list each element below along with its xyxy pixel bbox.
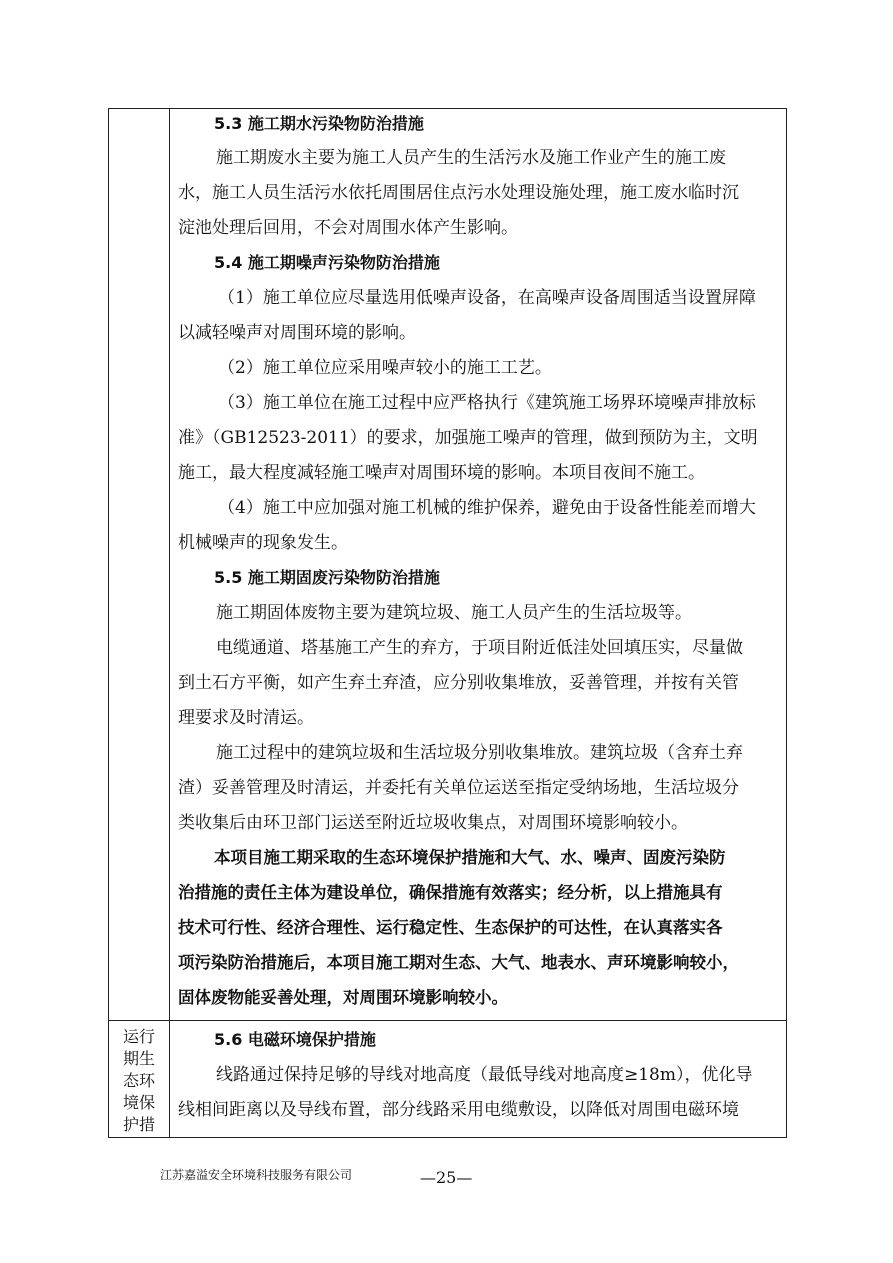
paragraph-line: （3）施工单位在施工过程中应严格执行《建筑施工场界环境噪声排放标 [218, 393, 756, 413]
page-number: —25— [420, 1168, 473, 1187]
summary-line: 治措施的责任主体为建设单位，确保措施有效落实；经分析，以上措施具有 [178, 883, 723, 902]
section-heading-5-6: 5.6 电磁环境保护措施 [214, 1030, 376, 1049]
paragraph-line: 施工期固体废物主要为建筑垃圾、施工人员产生的生活垃圾等。 [216, 603, 692, 623]
paragraph-line: 施工过程中的建筑垃圾和生活垃圾分别收集堆放。建筑垃圾（含弃土弃 [216, 743, 743, 763]
paragraph-line: 施工期废水主要为施工人员产生的生活污水及施工作业产生的施工废 [216, 148, 726, 168]
paragraph-line: 线相间距离以及导线布置，部分线路采用电缆敷设，以降低对周围电磁环境 [178, 1100, 739, 1120]
summary-line: 技术可行性、经济合理性、运行稳定性、生态保护的可达性，在认真落实各 [178, 918, 723, 937]
row-label-line: 护措 [122, 1115, 155, 1134]
section-heading-5-5: 5.5 施工期固废污染物防治措施 [214, 568, 440, 587]
paragraph-line: 到土石方平衡，如产生弃土弃渣，应分别收集堆放，妥善管理，并按有关管 [178, 673, 739, 693]
summary-line: 本项目施工期采取的生态环境保护措施和大气、水、噪声、固废污染防 [214, 848, 726, 867]
row-label-line: 运行 [122, 1027, 155, 1046]
row-label-operation-eco-protection [112, 1026, 166, 1136]
paragraph-line: （4）施工中应加强对施工机械的维护保养，避免由于设备性能差而增大 [218, 498, 756, 518]
row-label-line: 期生 [122, 1049, 155, 1068]
paragraph-line: 理要求及时清运。 [178, 708, 314, 728]
paragraph-line: 以减轻噪声对周围环境的影响。 [178, 323, 416, 343]
footer-company-name: 江苏嘉溢安全环境科技服务有限公司 [160, 1168, 353, 1182]
paragraph-line: 电缆通道、塔基施工产生的弃方，于项目附近低洼处回填压实，尽量做 [216, 638, 743, 658]
paragraph-line: 准》（GB12523-2011）的要求，加强施工噪声的管理，做到预防为主，文明 [178, 428, 758, 448]
paragraph-line: （1）施工单位应尽量选用低噪声设备，在高噪声设备周围适当设置屏障 [218, 288, 756, 308]
paragraph-line: 机械噪声的现象发生。 [178, 533, 348, 553]
paragraph-line: （2）施工单位应采用噪声较小的施工工艺。 [218, 358, 552, 378]
paragraph-line: 施工，最大程度减轻施工噪声对周围环境的影响。本项目夜间不施工。 [178, 463, 705, 483]
row-label-line: 态环 [122, 1071, 155, 1090]
section-heading-5-4: 5.4 施工期噪声污染物防治措施 [214, 253, 440, 272]
paragraph-line: 淀池处理后回用，不会对周围水体产生影响。 [178, 218, 518, 238]
table-frame [108, 108, 787, 1138]
summary-line: 固体废物能妥善处理，对周围环境影响较小。 [178, 988, 508, 1007]
summary-line: 项污染防治措施后，本项目施工期对生态、大气、地表水、声环境影响较小， [178, 953, 739, 972]
paragraph-line: 线路通过保持足够的导线对地高度（最低导线对地高度≥18m），优化导 [216, 1065, 753, 1085]
row-divider [108, 1020, 787, 1021]
row-label-line: 境保 [122, 1093, 155, 1112]
section-heading-5-3: 5.3 施工期水污染物防治措施 [214, 114, 424, 133]
paragraph-line: 水，施工人员生活污水依托周围居住点污水处理设施处理，施工废水临时沉 [178, 183, 739, 203]
paragraph-line: 渣）妥善管理及时清运，并委托有关单位运送至指定受纳场地，生活垃圾分 [178, 778, 739, 798]
paragraph-line: 类收集后由环卫部门运送至附近垃圾收集点，对周围环境影响较小。 [178, 813, 688, 833]
column-divider [169, 108, 170, 1138]
